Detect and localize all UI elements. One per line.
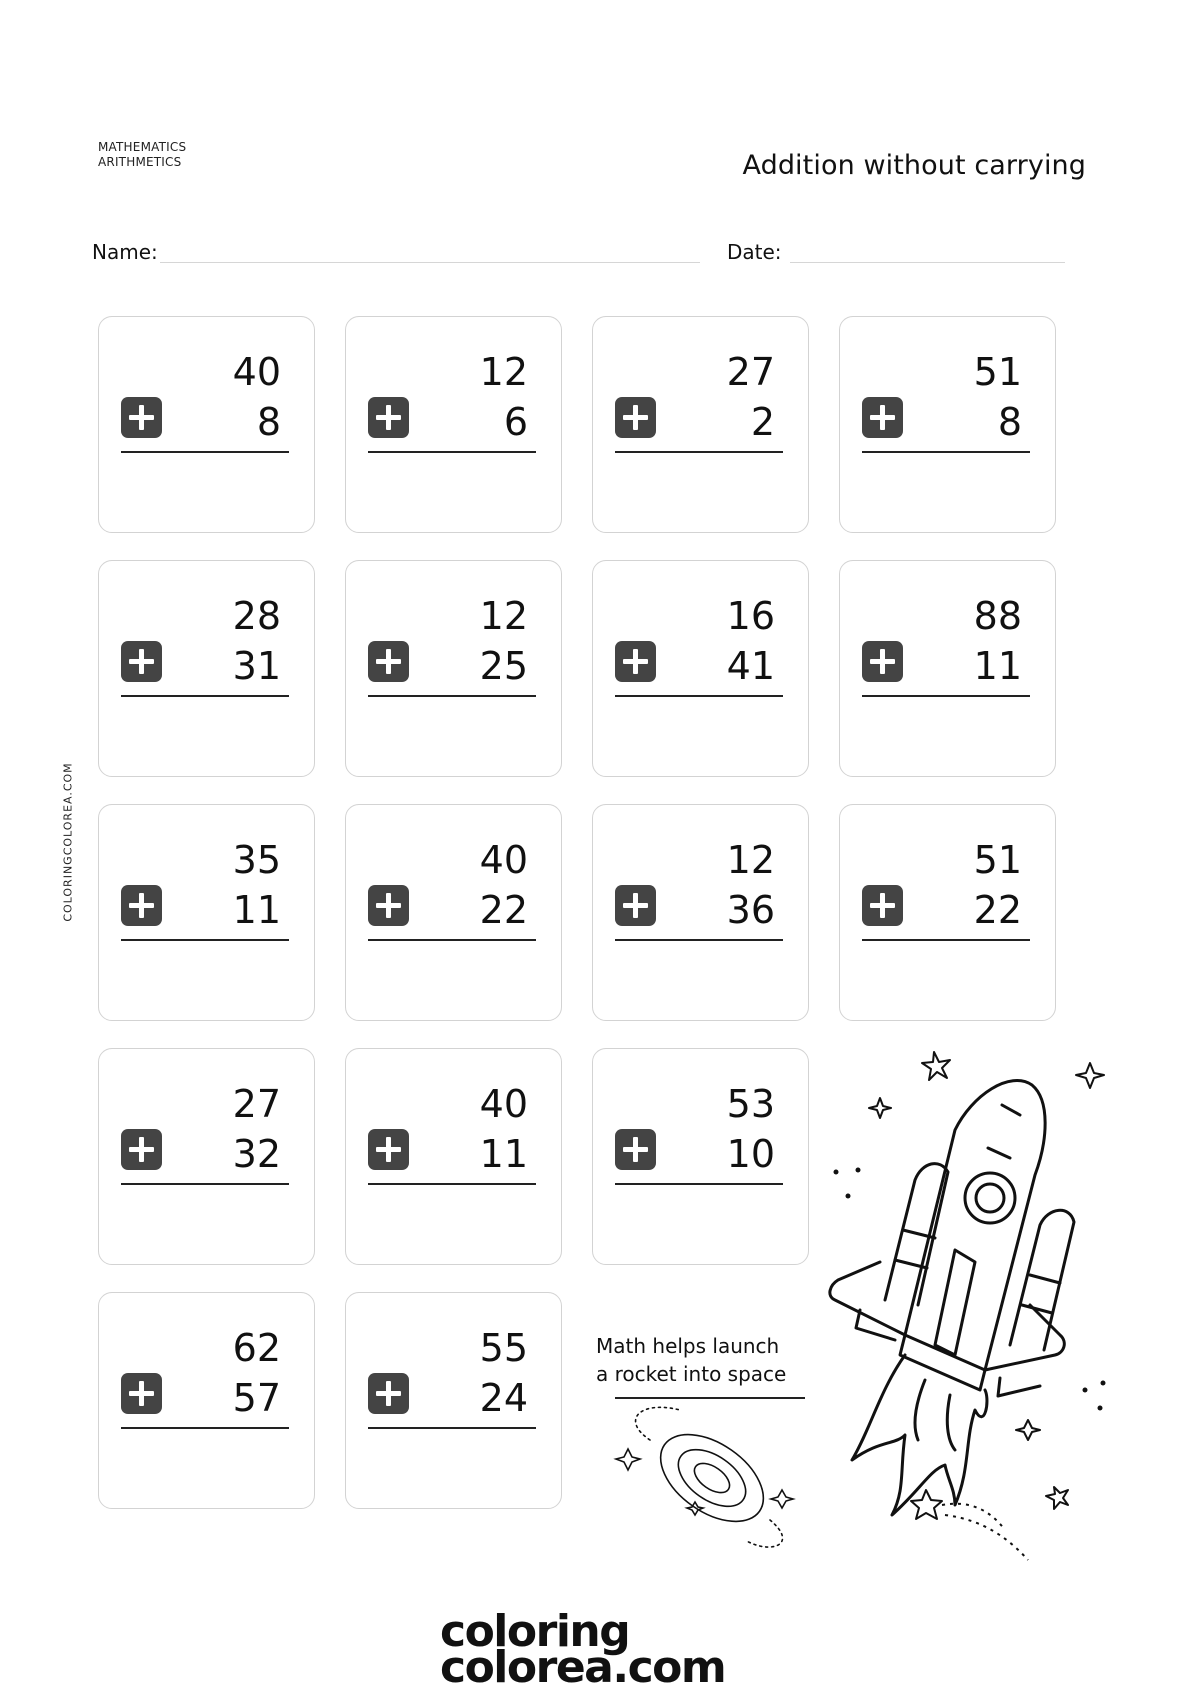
addend-bottom: 8 bbox=[997, 400, 1022, 444]
addend-bottom: 6 bbox=[503, 400, 528, 444]
addend-bottom: 32 bbox=[232, 1132, 281, 1176]
addend-bottom: 11 bbox=[479, 1132, 528, 1176]
addend-bottom: 41 bbox=[726, 644, 775, 688]
logo-line-1: coloring bbox=[440, 1606, 630, 1657]
addend-top: 27 bbox=[232, 1082, 281, 1126]
addend-bottom: 36 bbox=[726, 888, 775, 932]
addend-top: 55 bbox=[479, 1326, 528, 1370]
addend-top: 35 bbox=[232, 838, 281, 882]
addend-top: 51 bbox=[973, 838, 1022, 882]
tagline-line-1: Math helps launch bbox=[596, 1334, 780, 1358]
addend-bottom: 24 bbox=[479, 1376, 528, 1420]
name-label: Name: bbox=[92, 240, 158, 264]
addend-top: 40 bbox=[479, 1082, 528, 1126]
addend-bottom: 57 bbox=[232, 1376, 281, 1420]
addend-top: 88 bbox=[973, 594, 1022, 638]
addend-bottom: 31 bbox=[232, 644, 281, 688]
date-label: Date: bbox=[727, 240, 782, 264]
addend-top: 40 bbox=[479, 838, 528, 882]
page-title: Addition without carrying bbox=[742, 150, 1086, 181]
addend-bottom: 22 bbox=[479, 888, 528, 932]
addend-top: 12 bbox=[479, 594, 528, 638]
addend-top: 27 bbox=[726, 350, 775, 394]
subject-line-1: MATHEMATICS bbox=[98, 140, 187, 154]
addend-bottom: 10 bbox=[726, 1132, 775, 1176]
addend-bottom: 8 bbox=[256, 400, 281, 444]
addend-bottom: 2 bbox=[750, 400, 775, 444]
addend-bottom: 25 bbox=[479, 644, 528, 688]
addend-top: 28 bbox=[232, 594, 281, 638]
addend-top: 16 bbox=[726, 594, 775, 638]
addend-top: 62 bbox=[232, 1326, 281, 1370]
addend-bottom: 11 bbox=[973, 644, 1022, 688]
side-watermark-text: COLORINGCOLOREA.COM bbox=[61, 762, 75, 922]
addend-top: 40 bbox=[232, 350, 281, 394]
addend-top: 12 bbox=[479, 350, 528, 394]
addend-top: 53 bbox=[726, 1082, 775, 1126]
logo-line-2: colorea.com bbox=[440, 1642, 726, 1693]
addend-bottom: 11 bbox=[232, 888, 281, 932]
addend-top: 51 bbox=[973, 350, 1022, 394]
addend-top: 12 bbox=[726, 838, 775, 882]
tagline-line-2: a rocket into space bbox=[596, 1362, 787, 1386]
addend-bottom: 22 bbox=[973, 888, 1022, 932]
subject-line-2: ARITHMETICS bbox=[98, 155, 182, 169]
